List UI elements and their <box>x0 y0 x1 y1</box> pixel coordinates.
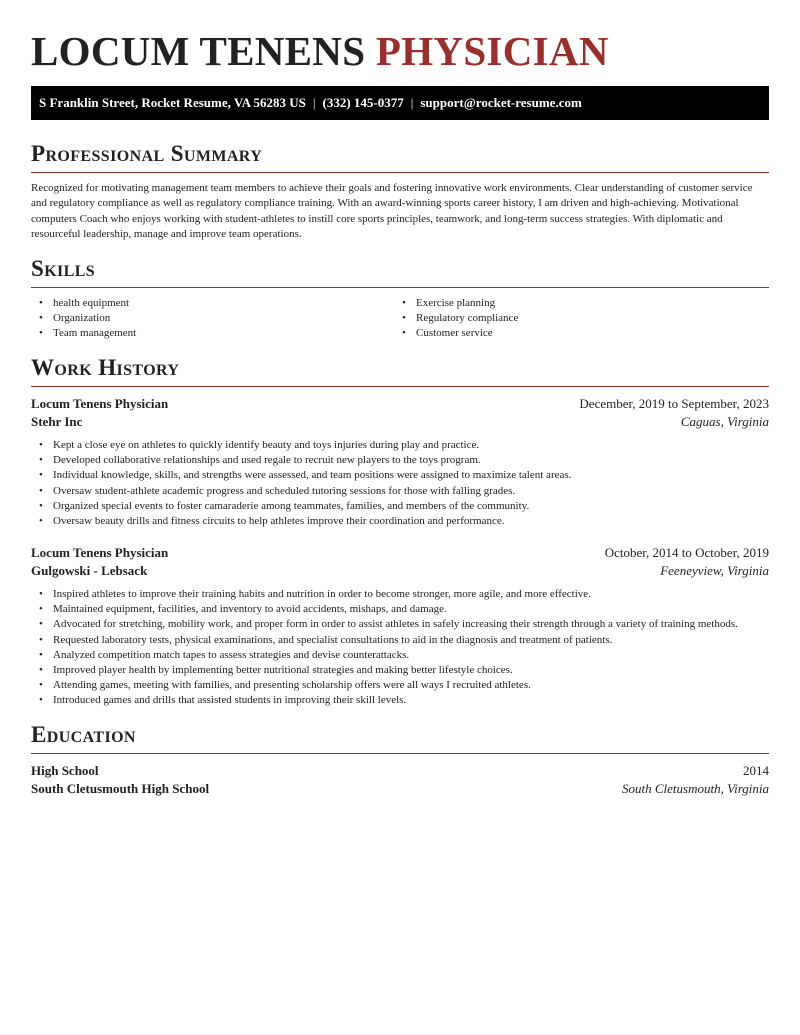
job-bullet: • Attending games, meeting with families, and presenting scholarship offers were all ways I recruited athletes. <box>31 678 769 693</box>
education-header <box>31 762 769 780</box>
job-bullet: • Requested laboratory tests, physical examinations, and specialist consultations to aid in the diagnosis and treatment of patients. <box>31 633 769 648</box>
job-company: Gulgowski - Lebsack <box>31 563 148 578</box>
job-position: Locum Tenens Physician <box>31 396 169 411</box>
section-divider <box>31 386 769 387</box>
education-subheader <box>31 780 769 798</box>
job-header <box>31 395 769 413</box>
job-location: Caguas, Virginia <box>680 414 769 429</box>
skill-item: • Organization <box>31 311 136 326</box>
job-bullet: • Oversaw student-athlete academic progress and scheduled tutoring sessions for those with falling grades. <box>31 484 769 499</box>
job-subheader <box>31 562 769 580</box>
job-header <box>31 544 769 562</box>
job-bullet: • Developed collaborative relationships and used regale to recruit new players to the toys program. <box>31 453 769 468</box>
job-bullet: • Analyzed competition match tapes to assess strategies and devise counterattacks. <box>31 648 769 663</box>
contact-phone: (332) 145-0377 <box>322 95 404 110</box>
summary-text: Recognized for motivating management team members to achieve their goals and fostering innovative work environments. Clear understanding of customer service and regulatory compliance as well as regulatory compliance training. With an award-winning sports career history, I am driven and high-achieving. Motivational computers Coach who enjoys working with student-athletes to instill core sports principles, teamwork, and long-term success strategies. With diplomatic and resourceful leadership, manage and improve team operations. <box>31 182 753 240</box>
job-bullets <box>31 438 769 529</box>
education-location: South Cletusmouth, Virginia <box>622 781 769 796</box>
skill-item: • Customer service <box>394 326 518 341</box>
section-divider <box>31 172 769 173</box>
skill-item: • Exercise planning <box>394 296 518 311</box>
candidate-name <box>31 27 609 75</box>
section-divider <box>31 753 769 754</box>
job-bullet: • Advocated for stretching, mobility work, and proper form in order to assist athletes in safely increasing their strength through a variety of training methods. <box>31 617 769 632</box>
job-position: Locum Tenens Physician <box>31 545 169 560</box>
job-location: Feeneyview, Virginia <box>660 563 769 578</box>
job-subheader <box>31 413 769 431</box>
name-last: PHYSICIAN <box>375 28 609 74</box>
job-bullet: • Kept a close eye on athletes to quickly identify beauty and toys injuries during play and practice. <box>31 438 769 453</box>
job-bullets <box>31 587 769 709</box>
section-divider <box>31 287 769 288</box>
job-bullet: • Organized special events to foster camaraderie among teammates, families, and members of the community. <box>31 499 769 514</box>
skill-item: • Regulatory compliance <box>394 311 518 326</box>
job-bullet: • Introduced games and drills that assisted students in improving their skill levels. <box>31 693 769 708</box>
contact-address: S Franklin Street, Rocket Resume, VA 56283 US <box>39 95 306 110</box>
contact-separator: | <box>312 95 316 110</box>
contact-bar <box>31 86 769 120</box>
contact-email[interactable]: support@rocket-resume.com <box>420 95 582 110</box>
section-title-education: Education <box>31 722 136 747</box>
skill-item: • health equipment <box>31 296 136 311</box>
name-first: LOCUM TENENS <box>31 28 366 74</box>
job-dates: October, 2014 to October, 2019 <box>604 545 769 560</box>
job-company: Stehr Inc <box>31 414 83 429</box>
education-degree: High School <box>31 763 99 778</box>
skills-list-left <box>31 296 136 342</box>
job-dates: December, 2019 to September, 2023 <box>579 396 769 411</box>
education-year: 2014 <box>743 763 769 778</box>
job-bullet: • Improved player health by implementing better nutritional strategies and making better lifestyle choices. <box>31 663 769 678</box>
job-bullet: • Oversaw beauty drills and fitness circuits to help athletes improve their coordination and performance. <box>31 514 769 529</box>
skill-item: • Team management <box>31 326 136 341</box>
education-school: South Cletusmouth High School <box>31 781 210 796</box>
section-title-skills: Skills <box>31 256 96 281</box>
section-title-work: Work History <box>31 355 180 380</box>
job-bullet: • Inspired athletes to improve their training habits and nutrition in order to become stronger, more agile, and more effective. <box>31 587 769 602</box>
skills-list-right <box>394 296 518 342</box>
section-title-summary: Professional Summary <box>31 141 263 166</box>
job-bullet: • Individual knowledge, skills, and strengths were assessed, and team positions were assigned to maximize talent areas. <box>31 468 769 483</box>
contact-separator: | <box>410 95 414 110</box>
job-bullet: • Maintained equipment, facilities, and inventory to avoid accidents, mishaps, and damage. <box>31 602 769 617</box>
